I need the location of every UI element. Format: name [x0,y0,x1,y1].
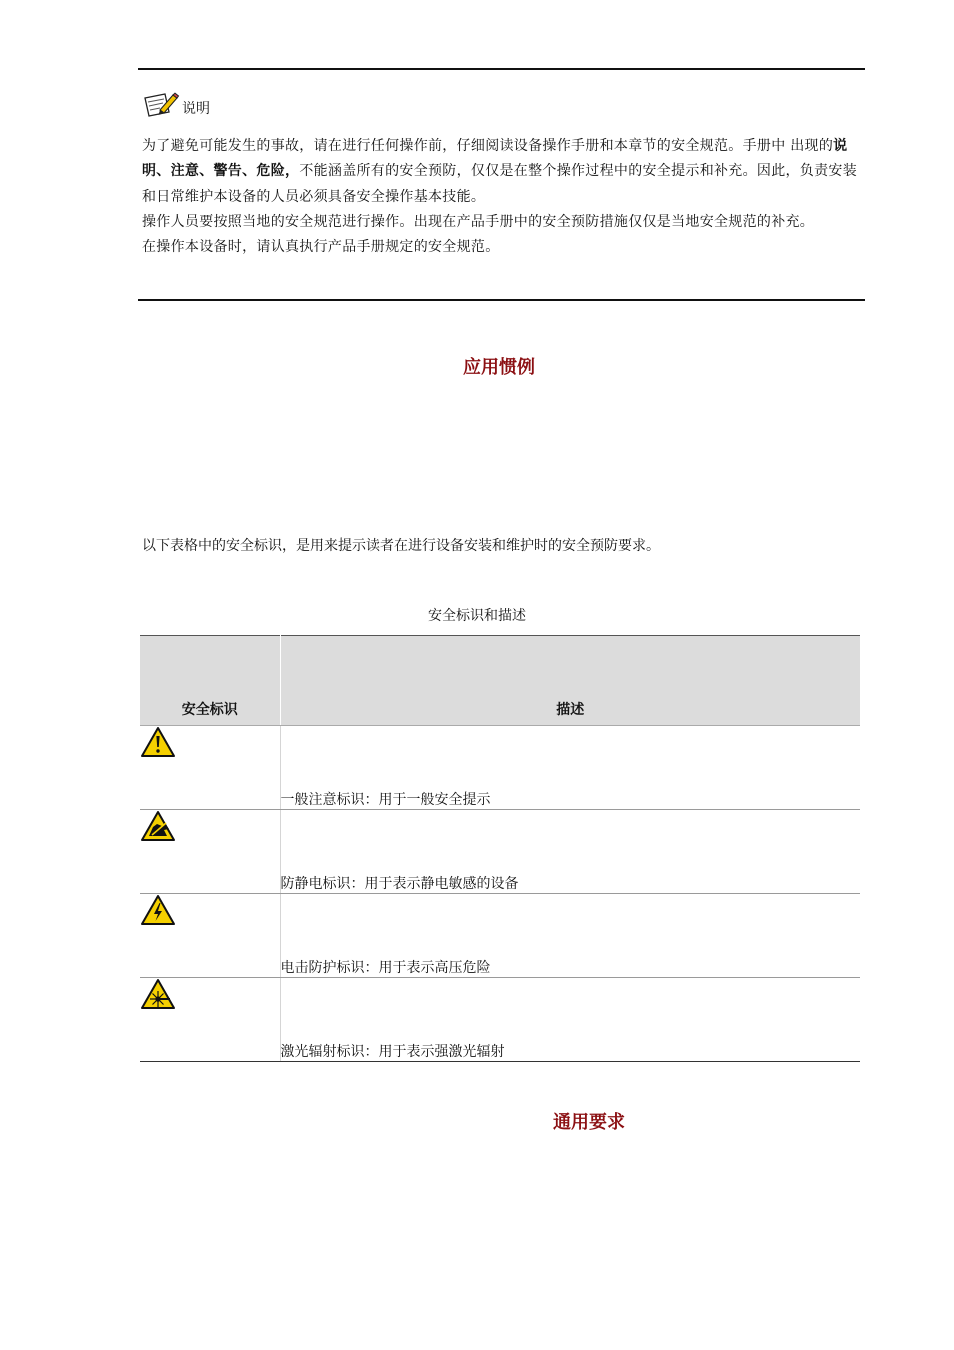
intro-paragraph: 以下表格中的安全标识，是用来提示读者在进行设备安装和维护时的安全预防要求。 [142,538,660,554]
note-paragraph-3: 在操作本设备时，请认真执行产品手册规定的安全规范。 [142,239,500,256]
note-paragraph-2: 操作人员要按照当地的安全规范进行操作。出现在产品手册中的安全预防措施仅仅是当地安全规范的补充。 [142,213,815,230]
sign-cell [140,978,280,1062]
table-row [140,810,860,894]
header-safety-sign: 安全标识 [140,636,280,726]
sign-cell [140,726,280,810]
high-voltage-icon [140,894,280,926]
note-body [142,134,864,260]
table-row [140,978,860,1062]
table-header-row [140,636,860,726]
top-rule [138,68,865,70]
note-title: 说明 [182,101,210,117]
pencil-note-icon [142,91,180,119]
description-cell: 电击防护标识：用于表示高压危险 [280,894,860,978]
safety-sign-table [140,635,860,1062]
description-cell: 防静电标识：用于表示静电敏感的设备 [280,810,860,894]
table-row [140,894,860,978]
table-caption: 安全标识和描述 [428,608,526,624]
note-header [142,90,210,120]
bottom-rule [138,299,865,301]
esd-hand-icon [140,810,280,842]
section-heading-conventions: 应用惯例 [463,357,535,378]
table-row [140,726,860,810]
sign-cell [140,810,280,894]
warning-triangle-icon [140,726,280,758]
header-description: 描述 [280,636,860,726]
sign-cell [140,894,280,978]
note-paragraph-1: 为了避免可能发生的事故，请在进行任何操作前，仔细阅读设备操作手册和本章节的安全规范。手册中 出现的说明、注意、警告、危险，不能涵盖所有的安全预防，仅仅是在整个操作过程中的安全提示和补充。因此，负责安装和日常维护本设备的人员必须具备安全操作基本技能。 [142,138,858,205]
description-cell: 激光辐射标识：用于表示强激光辐射 [280,978,860,1062]
section-heading-general-requirements: 通用要求 [553,1112,625,1133]
laser-radiation-icon [140,978,280,1010]
note-emphasis: 说明、注意、警告、危险， [142,138,848,180]
description-cell: 一般注意标识：用于一般安全提示 [280,726,860,810]
